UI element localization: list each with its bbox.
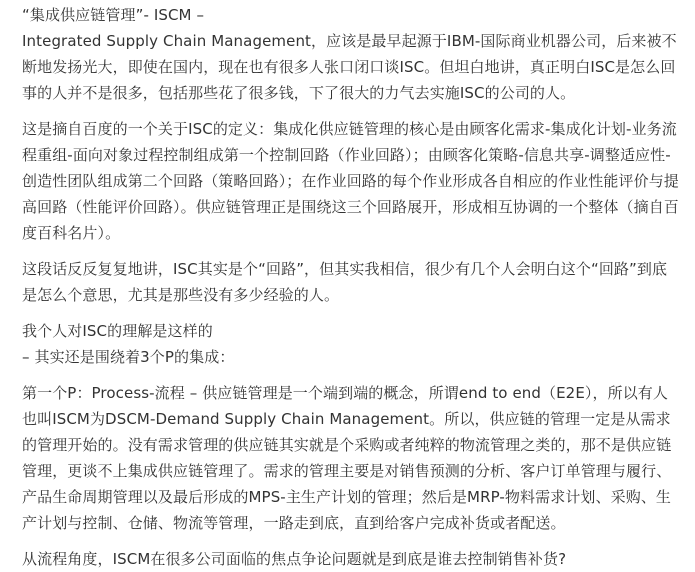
paragraph-process-question bbox=[22, 546, 681, 572]
paragraph-line: 从流程角度，ISCM在很多公司面临的焦点争论问题就是到底是谁去控制销售补货? bbox=[22, 550, 567, 568]
paragraph-line: “集成供应链管理”- ISCM – bbox=[22, 6, 205, 24]
paragraph-line: 这段话反反复复地讲，ISC其实是个“回路”，但其实我相信，很少有几个人会明白这个“回路”到底是怎么个意思，尤其是那些没有多少经验的人。 bbox=[22, 260, 668, 304]
paragraph-baidu-definition bbox=[22, 116, 681, 246]
paragraph-line: Integrated Supply Chain Management，应该是最早起源于IBM-国际商业机器公司，后来被不断地发扬光大，即使在国内，现在也有很多人张口闭口谈ISC。但坦白地讲，真正明白ISC是怎么回事的人并不是很多，包括那些花了很多钱，下了很大的力气去实施ISC的公司的人。 bbox=[22, 32, 677, 102]
paragraph-personal-understanding bbox=[22, 318, 681, 370]
paragraph-iscm-intro bbox=[22, 2, 681, 106]
paragraph-line: 第一个P：Process-流程 – 供应链管理是一个端到端的概念，所谓end to end（E2E），所以有人也叫ISCM为DSCM-Demand Supply Chain Management。所以，供应链的管理一定是从需求的管理开始的。没有需求管理的供应链其实就是个采购或者纯粹的物流管理之类的，那不是供应链管理，更谈不上集成供应链管理了。需求的管理主要是对销售预测的分析、客户订单管理与履行、产品生命周期管理以及最后形成的MPS-主生产计划的管理；然后是MRP-物料需求计划、采购、生产计划与控制、仓储、物流等管理，一路走到底，直到给客户完成补货或者配送。 bbox=[22, 384, 672, 532]
paragraph-line: 我个人对ISC的理解是这样的 bbox=[22, 322, 213, 340]
paragraph-first-p-process bbox=[22, 380, 681, 536]
paragraph-loop-comment bbox=[22, 256, 681, 308]
paragraph-line: 这是摘自百度的一个关于ISC的定义：集成化供应链管理的核心是由顾客化需求-集成化计划-业务流程重组-面向对象过程控制组成第一个控制回路（作业回路）；由顾客化策略-信息共享-调整适应性-创造性团队组成第二个回路（策略回路）；在作业回路的每个作业形成各自相应的作业性能评价与提高回路（性能评价回路）。供应链管理正是围绕这三个回路展开，形成相互协调的一个整体（摘自百度百科名片）。 bbox=[22, 120, 679, 242]
paragraph-line: – 其实还是围绕着3个P的集成： bbox=[22, 348, 235, 366]
